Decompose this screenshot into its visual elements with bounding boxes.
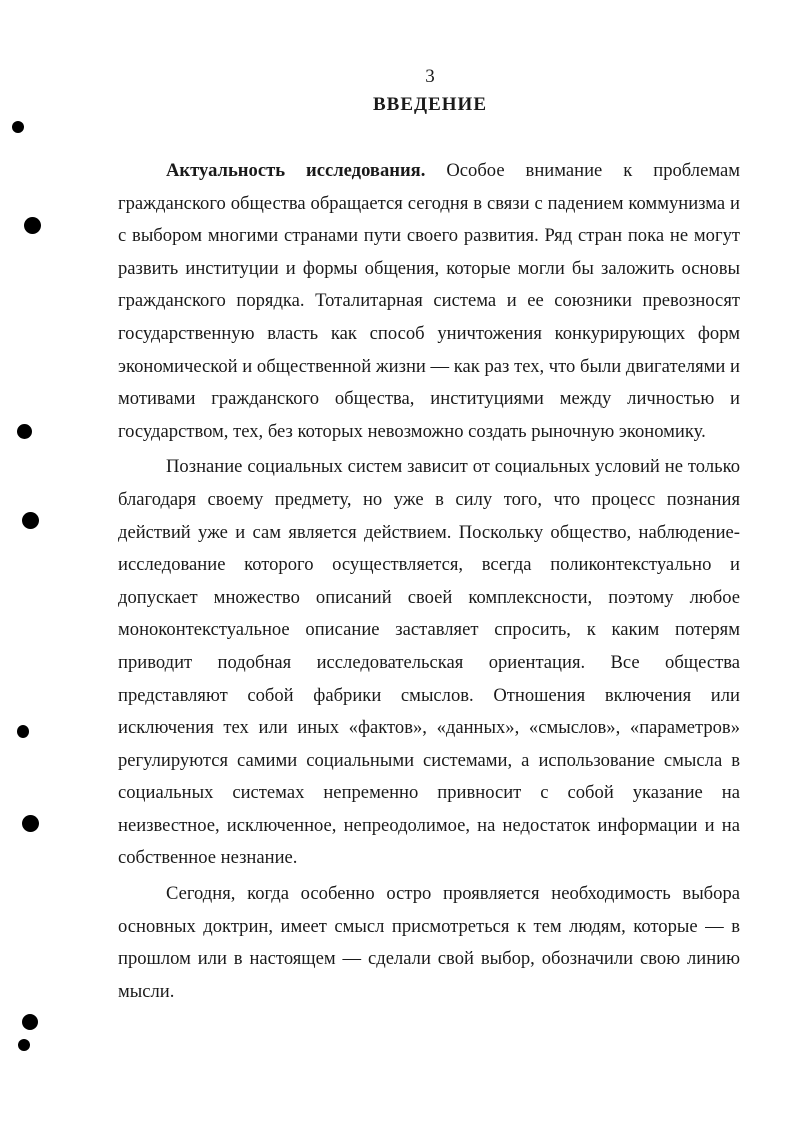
paragraph-1: [118, 155, 740, 448]
binder-hole-6: [22, 815, 39, 832]
paragraph-1-text: Особое внимание к проблемам гражданского общества обращается сегодня в связи с падением коммунизма и с выбором многими странами пути своего развития. Ряд стран пока не могут развить институции и формы общения, которые могли бы заложить основы гражданского порядка. Тоталитарная система и ее союзники превозносят государственную власть как способ уничтожения конкурирующих форм экономической и общественной жизни — как раз тех, что были двигателями и мотивами гражданского общества, институциями между личностью и государством, тех, без которых невозможно создать рыночную экономику.: [118, 160, 740, 442]
binder-hole-3: [17, 424, 32, 439]
paragraph-2: Познание социальных систем зависит от социальных условий не только благодаря своему предмету, но уже в силу того, что процесс познания действий уже и сам является действием. Поскольку общество, наблюдение-исследование которого осуществляется, всегда поликонтекстуально и допускает множество описаний своей комплексности, поэтому любое моноконтекстуальное описание заставляет спросить, к каким потерям приводит подобная исследовательская ориентация. Все общества представляют собой фабрики смыслов. Отношения включения или исключения тех или иных «фактов», «данных», «смыслов», «параметров» регулируются самими социальными системами, а использование смысла в социальных системах непременно привносит с собой указание на неизвестное, исключенное, непреодолимое, на недостаток информации и на собственное незнание.: [118, 456, 740, 869]
page-title: ВВЕДЕНИЕ: [373, 94, 487, 115]
binder-hole-5: [17, 725, 29, 738]
paragraph-1-lead: Актуальность исследования.: [166, 160, 426, 181]
binder-hole-1: [12, 121, 24, 133]
binder-hole-8: [18, 1039, 30, 1051]
binder-hole-4: [22, 512, 39, 529]
binder-hole-2: [24, 217, 41, 234]
binder-hole-7: [22, 1014, 38, 1030]
paragraph-3: Сегодня, когда особенно остро проявляется необходимость выбора основных доктрин, имеет смысл присмотреться к тем людям, которые — в прошлом или в настоящем — сделали свой выбор, обозначили свою линию мысли.: [118, 883, 740, 1002]
body-text: [118, 155, 740, 1011]
page-number: 3: [425, 66, 435, 87]
